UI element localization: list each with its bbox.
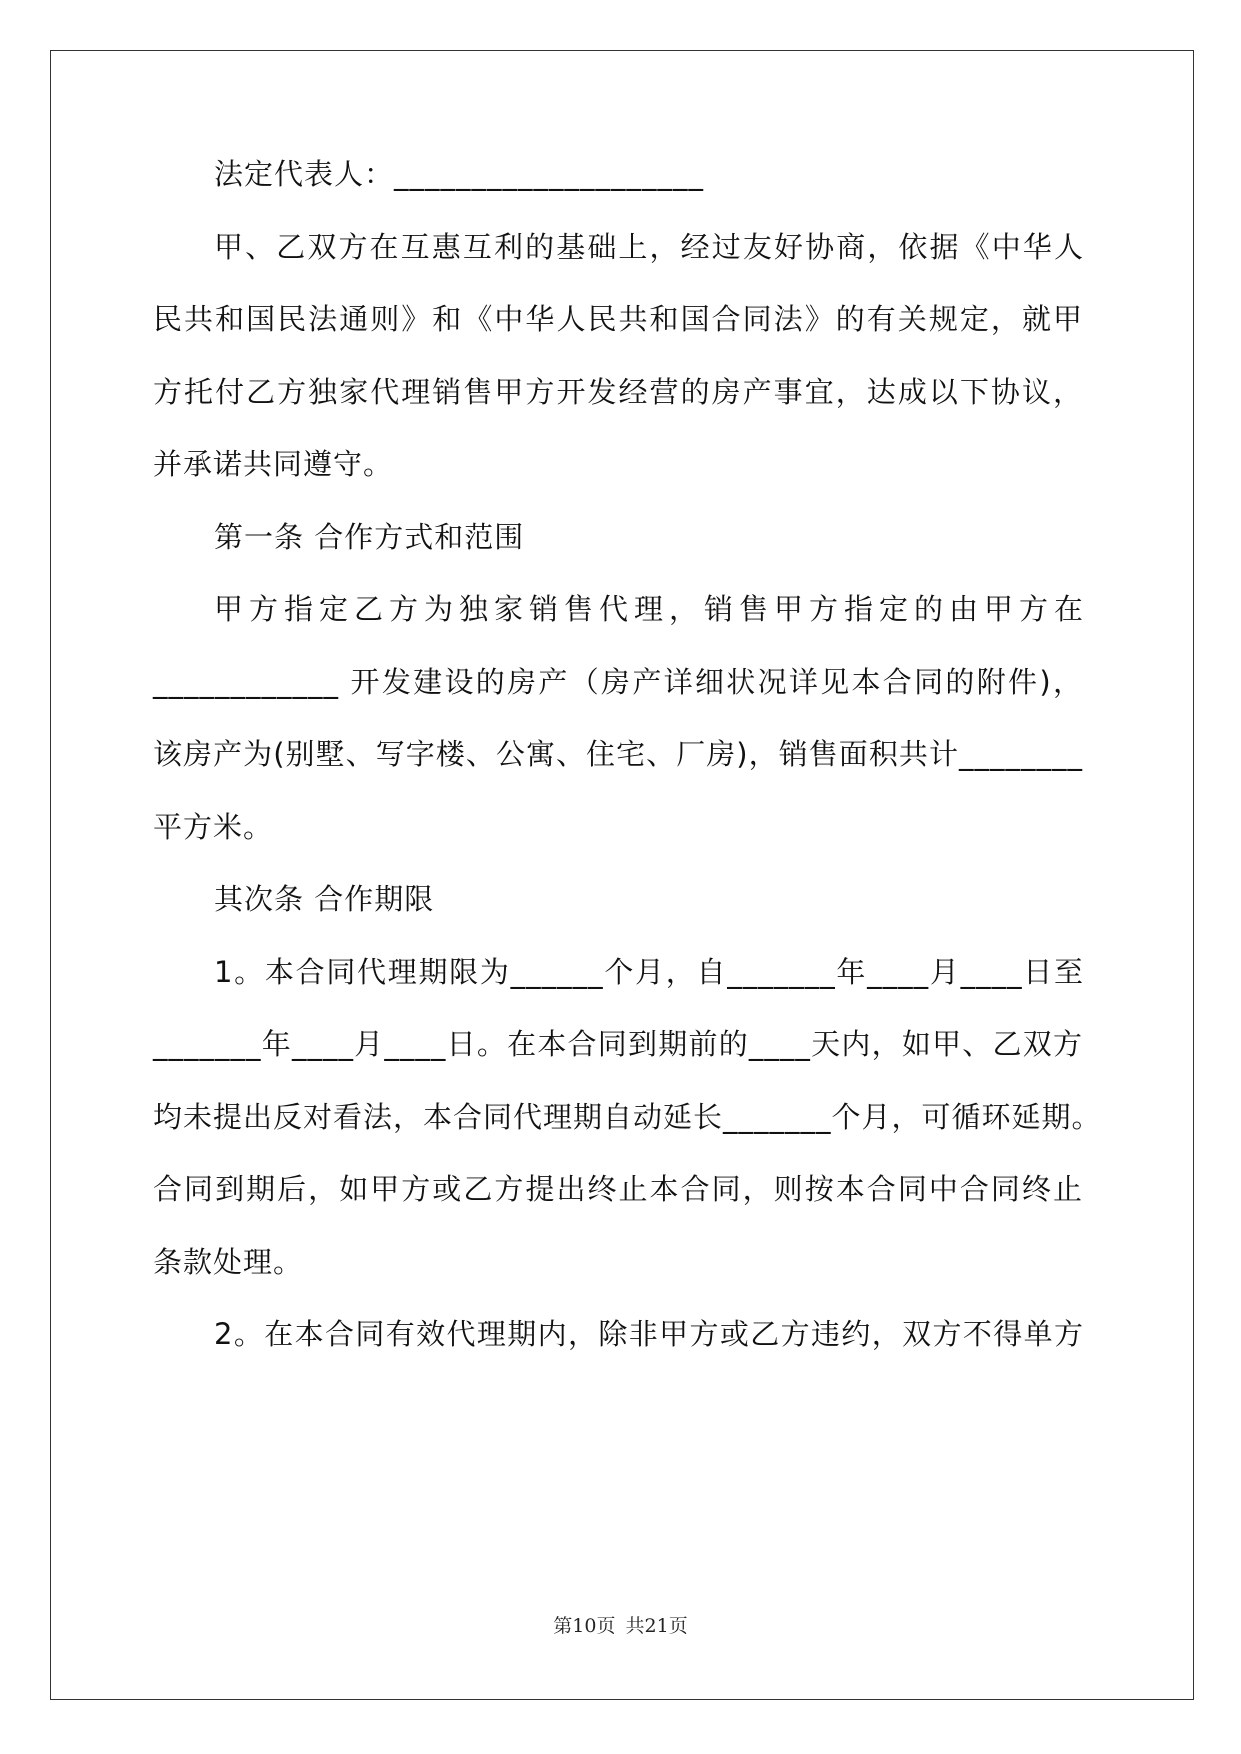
- paragraph-line: 该房产为(别墅、写字楼、公寓、住宅、厂房)，销售面积共计________: [153, 737, 1083, 771]
- legal-representative-line: 法定代表人：____________________: [214, 157, 705, 191]
- paragraph-line: 民共和国民法通则》和《中华人民共和国合同法》的有关规定，就甲: [153, 302, 1083, 336]
- paragraph-line: 平方米。: [153, 810, 274, 844]
- paragraph-line: 2。在本合同有效代理期内，除非甲方或乙方违约，双方不得单方: [214, 1317, 1084, 1351]
- paragraph-line: 均未提出反对看法，本合同代理期自动延长_______个月，可循环延期。: [153, 1100, 1102, 1134]
- paragraph-line: 1。本合同代理期限为______个月，自_______年____月____日至: [214, 955, 1084, 989]
- page-footer: [0, 1611, 1241, 1638]
- page-total: 共21页: [625, 1615, 688, 1637]
- paragraph-line: 并承诺共同遵守。: [153, 447, 394, 481]
- paragraph-line: ____________ 开发建设的房产（房产详细状况详见本合同的附件)，: [153, 665, 1083, 699]
- paragraph-line: 条款处理。: [153, 1245, 304, 1279]
- paragraph-line: 方托付乙方独家代理销售甲方开发经营的房产事宜，达成以下协议，: [153, 375, 1083, 409]
- section-heading: 其次条 合作期限: [214, 882, 435, 916]
- page-border: [50, 50, 1194, 1700]
- paragraph-line: _______年____月____日。在本合同到期前的____天内，如甲、乙双方: [153, 1027, 1083, 1061]
- paragraph-line: 合同到期后，如甲方或乙方提出终止本合同，则按本合同中合同终止: [153, 1172, 1083, 1206]
- section-heading: 第一条 合作方式和范围: [214, 520, 525, 554]
- page-number: 第10页: [553, 1615, 616, 1637]
- paragraph-line: 甲、乙双方在互惠互利的基础上，经过友好协商，依据《中华人: [214, 230, 1084, 264]
- paragraph-line: 甲方指定乙方为独家销售代理，销售甲方指定的由甲方在: [214, 592, 1084, 626]
